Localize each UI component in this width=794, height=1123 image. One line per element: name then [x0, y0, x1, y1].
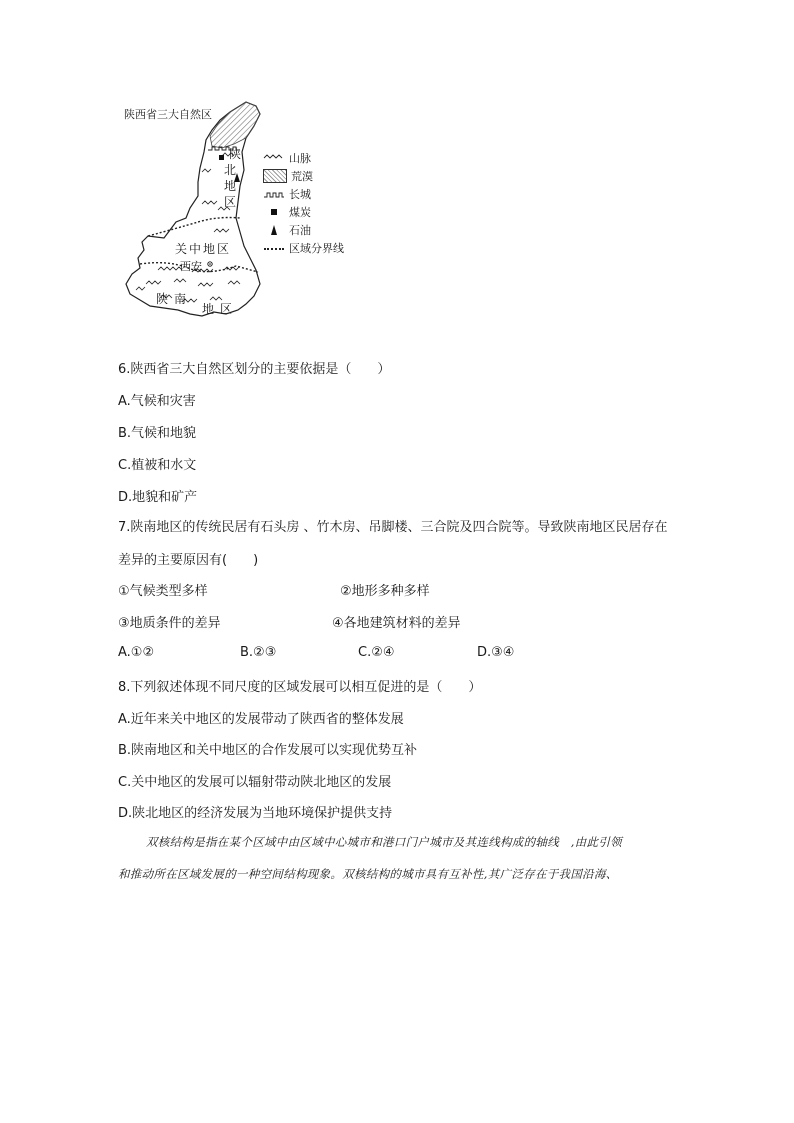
- mountain-icon: [263, 152, 285, 164]
- q8-option-c[interactable]: C.关中地区的发展可以辐射带动陕北地区的发展: [118, 775, 392, 790]
- region-north-char-3: 地: [223, 179, 236, 193]
- legend-great-wall-label: 长城: [289, 188, 311, 201]
- q7-option-c[interactable]: C.②④: [358, 645, 395, 660]
- q6-option-b[interactable]: B.气候和地貌: [118, 426, 197, 441]
- q8-option-d[interactable]: D.陕北地区的经济发展为当地环境保护提供支持: [118, 806, 393, 821]
- q7-option-a[interactable]: A.①②: [118, 645, 155, 660]
- legend-great-wall: [263, 186, 311, 202]
- legend-desert: [263, 168, 313, 184]
- region-south-char-3: 地: [202, 302, 215, 316]
- legend-oil: [263, 222, 311, 238]
- q7-option-d[interactable]: D.③④: [477, 645, 515, 660]
- map-legend: [263, 150, 363, 260]
- coal-icon: [263, 206, 285, 218]
- q6-option-c[interactable]: C.植被和水文: [118, 458, 197, 473]
- q7-statement-1: ①气候类型多样: [118, 584, 208, 599]
- q7-stem-line2: 差异的主要原因有( ): [118, 553, 259, 568]
- q6-stem: 6.陕西省三大自然区划分的主要依据是（ ）: [118, 362, 391, 377]
- city-xian-label: 西安: [180, 260, 202, 273]
- legend-coal: [263, 204, 311, 220]
- region-north-char-4: 区: [223, 195, 236, 209]
- region-central-label: 关中地区: [175, 242, 232, 256]
- boundary-line-icon: [263, 242, 285, 254]
- q8-option-b[interactable]: B.陕南地区和关中地区的合作发展可以实现优势互补: [118, 743, 418, 758]
- region-north-char-2: 北: [223, 163, 236, 177]
- q8-option-a[interactable]: A.近年来关中地区的发展带动了陕西省的整体发展: [118, 712, 404, 727]
- legend-desert-label: 荒漠: [291, 170, 313, 183]
- legend-mountain-label: 山脉: [289, 152, 311, 165]
- q7-option-b[interactable]: B.②③: [240, 645, 277, 660]
- q7-statement-2: ②地形多种多样: [340, 584, 430, 599]
- great-wall-icon: [263, 188, 285, 200]
- coal-marker: [219, 155, 224, 160]
- passage-line-2: 和推动所在区域发展的一种空间结构现象。双核结构的城市具有互补性,其广泛存在于我国沿海、: [118, 867, 618, 881]
- region-south-label: [156, 290, 232, 317]
- oil-icon: [263, 224, 285, 236]
- region-north-char-1: 陕: [228, 147, 241, 161]
- q7-stem-line1: 7.陕南地区的传统民居有石头房 、竹木房、吊脚楼、三合院及四合院等。导致陕南地区民居存在: [118, 520, 668, 535]
- region-south-char-1: 陕: [156, 292, 169, 306]
- region-south-char-4: 区: [220, 302, 233, 316]
- q7-statement-3: ③地质条件的差异: [118, 616, 221, 631]
- region-north-label: [223, 146, 242, 210]
- legend-boundary: [263, 240, 344, 256]
- q8-stem: 8.下列叙述体现不同尺度的区域发展可以相互促进的是（ ）: [118, 680, 482, 695]
- region-south-char-2: 南: [174, 292, 187, 306]
- desert-area: [210, 102, 260, 148]
- q6-option-d[interactable]: D.地貌和矿产: [118, 490, 198, 505]
- desert-icon: [263, 169, 287, 183]
- legend-oil-label: 石油: [289, 224, 311, 237]
- legend-coal-label: 煤炭: [289, 206, 311, 219]
- map-title: 陕西省三大自然区: [124, 108, 212, 121]
- legend-mountain: [263, 150, 311, 166]
- passage-line-1: 双核结构是指在某个区域中由区域中心城市和港口门户城市及其连线构成的轴线 ,由此引领: [146, 835, 622, 849]
- legend-boundary-label: 区域分界线: [289, 242, 344, 255]
- q6-option-a[interactable]: A.气候和灾害: [118, 394, 196, 409]
- q7-statement-4: ④各地建筑材料的差异: [332, 616, 461, 631]
